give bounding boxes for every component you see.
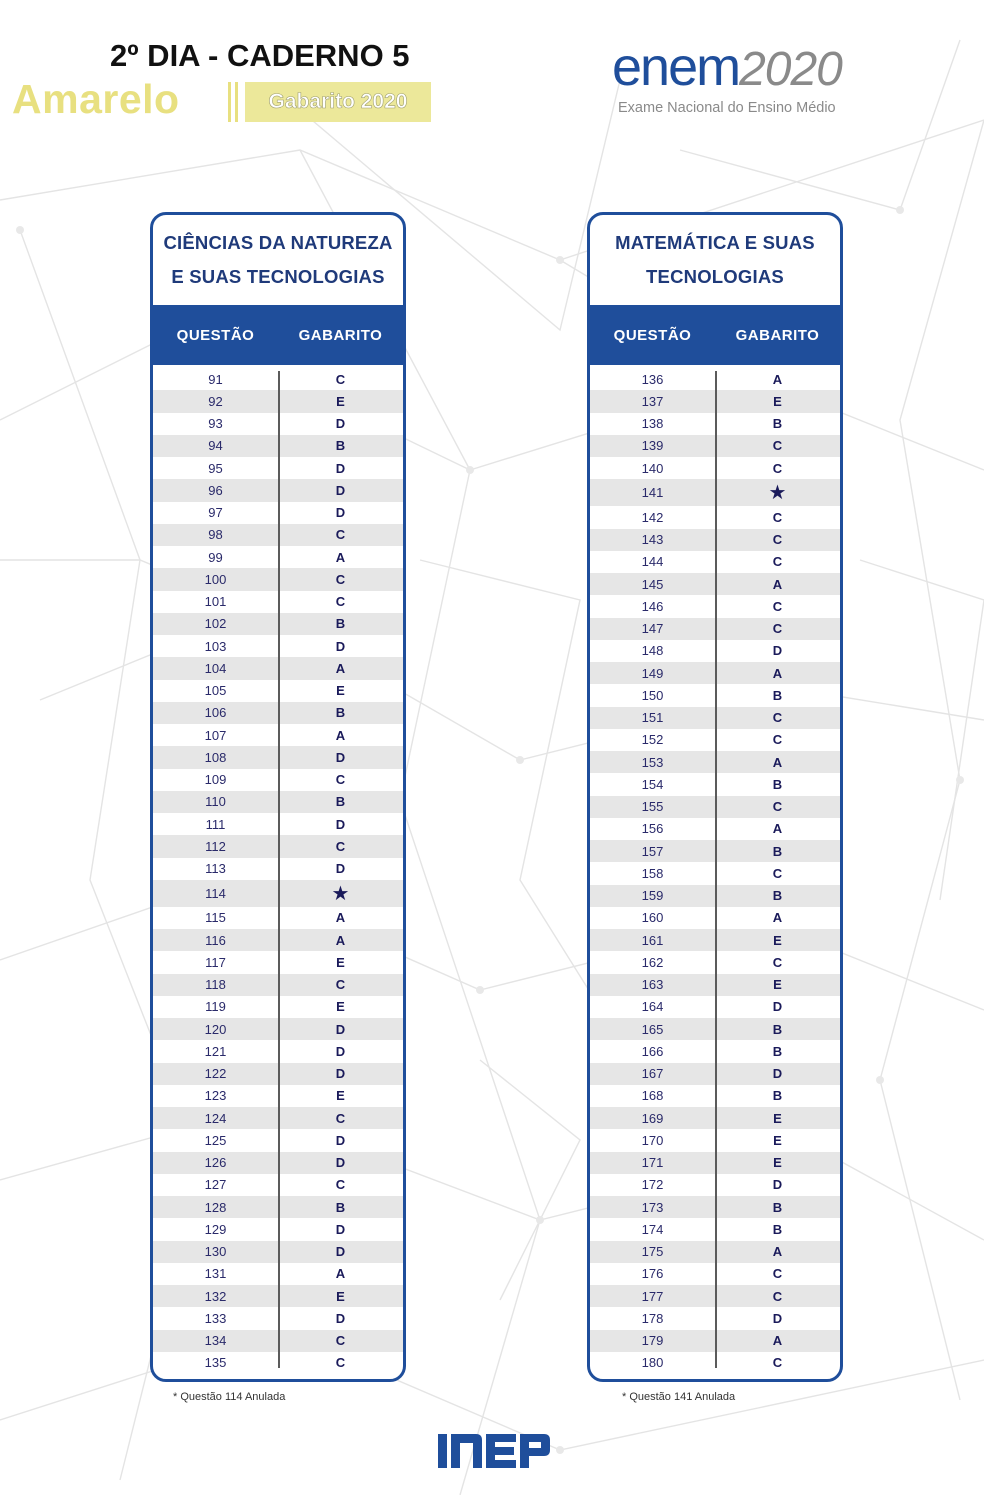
table-header [590,305,840,365]
question-number: 170 [641,1132,664,1148]
question-number: 126 [204,1155,227,1171]
question-number: 106 [204,705,227,721]
answer-letter: C [772,554,783,570]
question-number: 163 [641,977,664,993]
annulled-note: * Questão 114 Anulada [173,1391,286,1403]
answer-letter: E [336,999,345,1015]
answer-letter: D [335,1310,346,1326]
question-number: 138 [641,416,664,432]
question-number: 102 [204,616,227,632]
answer-letter: A [335,660,346,676]
question-number: 105 [204,683,227,699]
table-title-text: MATEMÁTICA E SUAS TECNOLOGIAS [615,232,815,287]
inep-logo [436,1430,552,1472]
question-number: 167 [641,1066,664,1082]
answer-letter: C [772,954,783,970]
answer-letter: A [772,665,783,681]
question-number: 140 [641,460,664,476]
answer-letter: D [335,505,346,521]
question-number: 107 [204,727,227,743]
question-number: 134 [204,1333,227,1349]
question-number: 119 [205,999,226,1015]
answer-letter: A [772,910,783,926]
question-number: 158 [641,865,664,881]
answer-letter: B [772,687,783,703]
answer-letter: D [772,643,783,659]
question-number: 133 [204,1310,227,1326]
answer-letter: D [772,1177,783,1193]
answer-letter: D [335,638,346,654]
answer-letter: B [772,416,783,432]
question-number: 144 [641,554,664,570]
answer-letter: C [335,527,346,543]
table-header [153,305,403,365]
question-number: 97 [208,505,223,521]
answer-letter: C [335,838,346,854]
answer-letter: C [772,460,783,476]
column-header-answer: GABARITO [735,326,820,344]
table-body [590,365,840,1374]
answer-letter: E [336,683,345,699]
answer-letter: A [772,1333,783,1349]
question-number: 177 [641,1288,664,1304]
question-number: 178 [641,1310,664,1326]
question-number: 103 [204,638,227,654]
answer-letter: B [335,616,346,632]
question-number: 139 [641,438,664,454]
question-number: 95 [208,460,223,476]
answer-letter: C [772,1266,783,1282]
answer-letter: C [772,732,783,748]
answer-letter: D [335,1221,346,1237]
question-number: 132 [204,1288,227,1304]
question-number: 172 [641,1177,664,1193]
answer-letter: B [772,1043,783,1059]
question-number: 153 [641,754,664,770]
answer-letter: D [772,1066,783,1082]
annulled-star-icon: ★ [331,882,350,905]
answer-letter: C [772,1288,783,1304]
question-number: 142 [641,509,664,525]
answer-letter: B [772,1088,783,1104]
answer-letter: C [772,598,783,614]
question-number: 173 [641,1199,664,1215]
answer-letter: D [335,861,346,877]
answer-letter: B [335,438,346,454]
question-number: 161 [641,932,664,948]
answer-letter: A [772,1244,783,1260]
question-number: 137 [641,393,664,409]
day-title: 2º DIA - CADERNO 5 [110,38,410,73]
question-number: 156 [641,821,664,837]
logo-enem-text: enem [612,37,740,97]
answer-letter: D [335,1021,346,1037]
question-number: 99 [208,549,223,565]
question-number: 169 [641,1110,664,1126]
answer-letter: E [773,393,782,409]
question-number: 159 [641,888,664,904]
question-number: 115 [205,910,226,926]
enem-logo [612,37,892,130]
table-title [153,215,403,305]
answer-letter: C [335,571,346,587]
question-number: 180 [641,1355,664,1371]
answer-letter: C [335,772,346,788]
answer-letter: D [335,1244,346,1260]
answer-letter: C [772,710,783,726]
question-number: 146 [641,598,664,614]
question-number: 94 [208,438,223,454]
answer-letter: E [336,954,345,970]
question-number: 100 [204,571,227,587]
header-left [10,38,440,128]
answer-letter: B [335,794,346,810]
booklet-color-name: Amarelo [12,76,180,122]
answer-letter: B [335,705,346,721]
answer-letter: D [772,1310,783,1326]
question-number: 112 [205,838,226,854]
answer-letter: D [335,460,346,476]
column-header-question: QUESTÃO [176,326,255,344]
answer-letter: D [335,416,346,432]
question-number: 135 [204,1355,227,1371]
answer-letter: C [772,438,783,454]
answer-letter: D [335,1066,346,1082]
answer-letter: B [772,1199,783,1215]
question-number: 166 [641,1043,664,1059]
table-title-text: CIÊNCIAS DA NATUREZA E SUAS TECNOLOGIAS [163,232,393,287]
answer-letter: B [772,776,783,792]
column-header-answer: GABARITO [298,326,383,344]
answer-letter: B [772,843,783,859]
answer-letter: A [335,727,346,743]
question-number: 122 [204,1066,227,1082]
question-number: 175 [641,1244,664,1260]
question-number: 120 [204,1021,227,1037]
gabarito-label: Gabarito 2020 [245,82,431,122]
question-number: 150 [641,687,664,703]
answer-letter: C [772,621,783,637]
question-number: 116 [205,932,226,948]
answer-letter: A [335,549,346,565]
answer-letter: C [772,865,783,881]
answer-letter: A [772,754,783,770]
question-number: 136 [641,371,664,387]
question-number: 157 [641,843,664,859]
annulled-star-icon: ★ [768,482,787,505]
answer-letter: D [335,749,346,765]
answer-letter: C [335,977,346,993]
answer-letter: C [335,371,346,387]
question-number: 96 [208,482,223,498]
answer-letter: E [773,932,782,948]
answer-letter: C [772,1355,783,1371]
question-number: 155 [641,799,664,815]
answer-letter: C [335,1333,346,1349]
answer-letter: D [335,816,346,832]
answer-letter: A [772,371,783,387]
answer-letter: C [335,594,346,610]
answer-letter: C [335,1110,346,1126]
answer-letter: A [335,1266,346,1282]
answer-letter: C [772,799,783,815]
question-number: 164 [641,999,664,1015]
answer-letter: A [772,576,783,592]
answer-letter: C [335,1177,346,1193]
question-number: 143 [641,532,664,548]
answer-letter: A [772,821,783,837]
answer-letter: E [773,977,782,993]
question-number: 141 [641,485,664,501]
answer-letter: B [772,1021,783,1037]
answer-letter: A [335,932,346,948]
answer-letter: E [773,1132,782,1148]
question-number: 114 [205,885,226,901]
question-number: 152 [641,732,664,748]
answer-letter: C [772,532,783,548]
question-number: 125 [204,1132,227,1148]
question-number: 92 [208,393,223,409]
answer-letter: C [335,1355,346,1371]
question-number: 123 [204,1088,227,1104]
question-number: 110 [205,794,226,810]
answer-letter: E [773,1110,782,1126]
answer-letter: E [773,1155,782,1171]
answer-letter: B [335,1199,346,1215]
question-number: 176 [641,1266,664,1282]
table-title [590,215,840,305]
question-number: 145 [641,576,664,592]
answer-letter: D [335,1132,346,1148]
question-number: 131 [204,1266,227,1282]
question-number: 104 [204,660,227,676]
question-number: 147 [641,621,664,637]
question-number: 165 [641,1021,664,1037]
question-number: 162 [641,954,664,970]
column-header-question: QUESTÃO [613,326,692,344]
answer-letter: E [336,1288,345,1304]
separator-bars [226,82,240,122]
logo-subtitle: Exame Nacional do Ensino Médio [618,100,836,116]
logo-year-text: 2020 [739,43,842,96]
answer-letter: C [772,509,783,525]
question-number: 124 [204,1110,227,1126]
answer-letter: D [335,1043,346,1059]
column-divider [278,371,280,1368]
answer-letter: E [336,393,345,409]
question-number: 171 [641,1155,664,1171]
answer-letter: D [335,1155,346,1171]
question-number: 129 [204,1221,227,1237]
question-number: 130 [204,1244,227,1260]
question-number: 109 [204,772,227,788]
answer-letter: A [335,910,346,926]
question-number: 118 [205,977,226,993]
question-number: 127 [204,1177,227,1193]
question-number: 160 [641,910,664,926]
question-number: 168 [641,1088,664,1104]
answer-letter: B [772,1221,783,1237]
column-divider [715,371,717,1368]
question-number: 108 [204,749,227,765]
question-number: 101 [204,594,227,610]
question-number: 93 [208,416,223,432]
answer-table-natureza [150,212,406,1382]
answer-letter: E [336,1088,345,1104]
question-number: 113 [205,861,226,877]
question-number: 149 [641,665,664,681]
answer-letter: B [772,888,783,904]
question-number: 154 [641,776,664,792]
table-body [153,365,403,1374]
answer-letter: D [772,999,783,1015]
answer-table-matematica [587,212,843,1382]
question-number: 91 [208,371,223,387]
question-number: 179 [641,1333,664,1349]
question-number: 148 [641,643,664,659]
question-number: 98 [208,527,223,543]
annulled-note: * Questão 141 Anulada [622,1391,736,1403]
question-number: 128 [204,1199,227,1215]
question-number: 174 [641,1221,664,1237]
answer-letter: D [335,482,346,498]
question-number: 121 [204,1043,227,1059]
question-number: 111 [205,816,226,832]
question-number: 117 [205,954,226,970]
question-number: 151 [641,710,664,726]
